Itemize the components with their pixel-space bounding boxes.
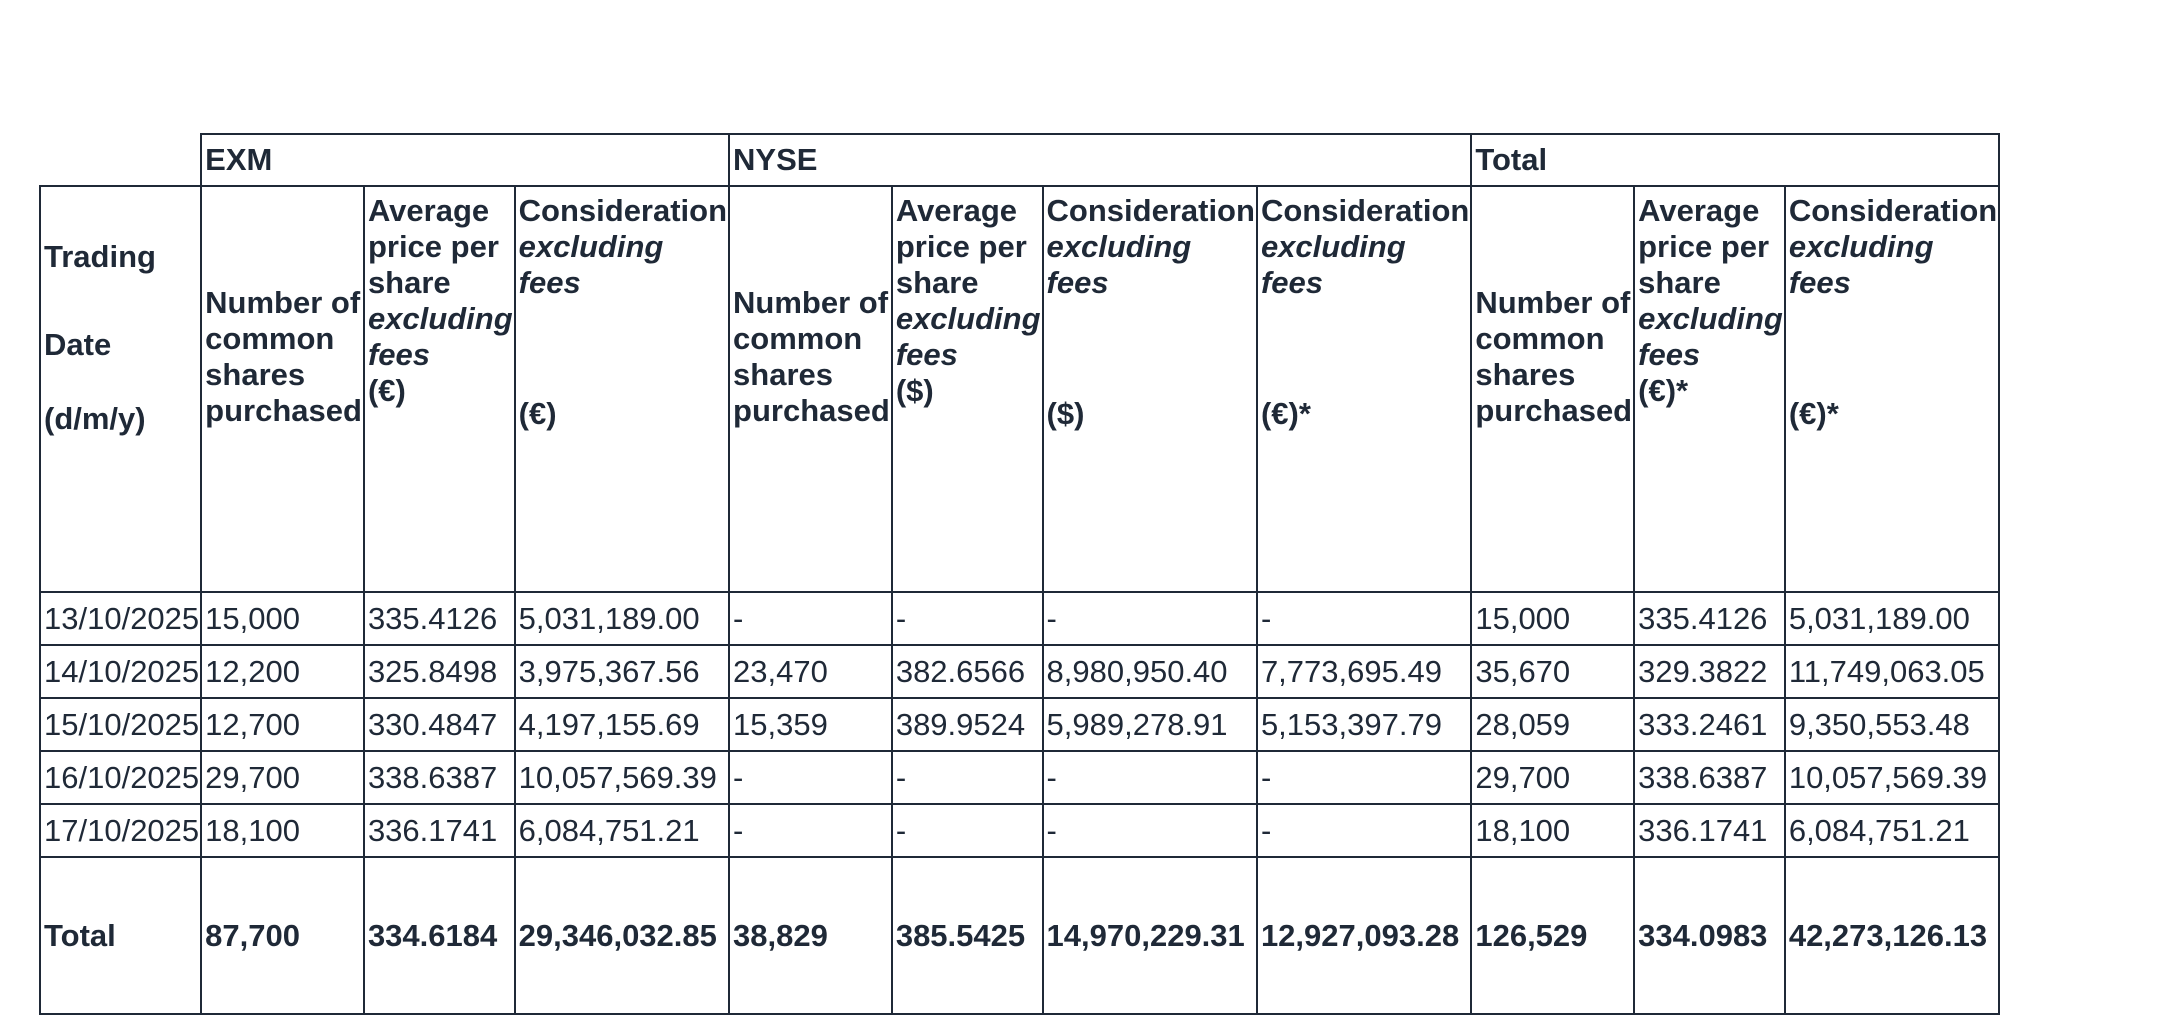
total-nyse-shares: 38,829 [729, 857, 892, 1014]
header-trading: Trading [44, 239, 156, 274]
cell-nyse-consideration-usd: - [1043, 592, 1257, 645]
cell-total-consideration: 5,031,189.00 [1785, 592, 1999, 645]
total-exm-shares: 87,700 [201, 857, 364, 1014]
cell-total-consideration: 9,350,553.48 [1785, 698, 1999, 751]
cell-nyse-shares: - [729, 751, 892, 804]
cell-exm-consideration: 3,975,367.56 [515, 645, 729, 698]
header-exm-shares: Number of common shares purchased [201, 186, 364, 592]
cell-total-avg: 335.4126 [1634, 592, 1785, 645]
cell-nyse-consideration-eur: 7,773,695.49 [1257, 645, 1471, 698]
cell-exm-avg: 335.4126 [364, 592, 515, 645]
table-row [40, 698, 1999, 751]
header-exm-avg: Average price per share excluding fees (€) [364, 186, 515, 592]
total-exm-consideration: 29,346,032.85 [515, 857, 729, 1014]
cell-date: 15/10/2025 [40, 698, 201, 751]
cell-nyse-consideration-usd: 5,989,278.91 [1043, 698, 1257, 751]
exchange-total: Total [1471, 134, 1999, 186]
header-date-format: (d/m/y) [44, 400, 146, 436]
total-nyse-consideration-usd: 14,970,229.31 [1043, 857, 1257, 1014]
table-row [40, 592, 1999, 645]
header-trading-date [40, 186, 201, 592]
cell-total-avg: 333.2461 [1634, 698, 1785, 751]
cell-date: 17/10/2025 [40, 804, 201, 857]
total-total-avg: 334.0983 [1634, 857, 1785, 1014]
cell-exm-consideration: 4,197,155.69 [515, 698, 729, 751]
cell-exm-avg: 325.8498 [364, 645, 515, 698]
cell-nyse-consideration-usd: - [1043, 804, 1257, 857]
cell-total-avg: 329.3822 [1634, 645, 1785, 698]
cell-nyse-consideration-eur: - [1257, 751, 1471, 804]
cell-total-consideration: 11,749,063.05 [1785, 645, 1999, 698]
exchange-header-row [40, 134, 1999, 186]
column-header-row [40, 186, 1999, 592]
cell-nyse-shares: - [729, 592, 892, 645]
header-nyse-consideration-usd: Consideration excluding fees ($) [1043, 186, 1257, 592]
exchange-nyse: NYSE [729, 134, 1471, 186]
cell-exm-avg: 338.6387 [364, 751, 515, 804]
cell-exm-shares: 12,700 [201, 698, 364, 751]
total-nyse-avg: 385.5425 [892, 857, 1043, 1014]
cell-nyse-shares: - [729, 804, 892, 857]
cell-nyse-consideration-eur: - [1257, 804, 1471, 857]
cell-nyse-shares: 23,470 [729, 645, 892, 698]
cell-nyse-consideration-eur: 5,153,397.79 [1257, 698, 1471, 751]
header-nyse-shares: Number of common shares purchased [729, 186, 892, 592]
cell-total-avg: 338.6387 [1634, 751, 1785, 804]
header-nyse-avg: Average price per share excluding fees ($) [892, 186, 1043, 592]
cell-nyse-consideration-usd: 8,980,950.40 [1043, 645, 1257, 698]
total-nyse-consideration-eur: 12,927,093.28 [1257, 857, 1471, 1014]
header-total-shares: Number of common shares purchased [1471, 186, 1634, 592]
header-date: Date [44, 326, 112, 362]
total-exm-avg: 334.6184 [364, 857, 515, 1014]
cell-exm-shares: 18,100 [201, 804, 364, 857]
table-row [40, 751, 1999, 804]
cell-date: 16/10/2025 [40, 751, 201, 804]
cell-exm-consideration: 6,084,751.21 [515, 804, 729, 857]
cell-nyse-consideration-eur: - [1257, 592, 1471, 645]
share-purchases-table [39, 133, 2000, 1015]
cell-nyse-avg: - [892, 751, 1043, 804]
cell-exm-shares: 15,000 [201, 592, 364, 645]
exchange-exm: EXM [201, 134, 729, 186]
total-total-shares: 126,529 [1471, 857, 1634, 1014]
cell-nyse-consideration-usd: - [1043, 751, 1257, 804]
header-total-avg: Average price per share excluding fees (€)* [1634, 186, 1785, 592]
cell-exm-consideration: 5,031,189.00 [515, 592, 729, 645]
cell-nyse-avg: - [892, 592, 1043, 645]
cell-date: 14/10/2025 [40, 645, 201, 698]
cell-total-shares: 28,059 [1471, 698, 1634, 751]
cell-exm-avg: 336.1741 [364, 804, 515, 857]
cell-total-shares: 35,670 [1471, 645, 1634, 698]
cell-exm-consideration: 10,057,569.39 [515, 751, 729, 804]
cell-total-shares: 15,000 [1471, 592, 1634, 645]
header-nyse-consideration-eur: Consideration excluding fees (€)* [1257, 186, 1471, 592]
cell-total-consideration: 6,084,751.21 [1785, 804, 1999, 857]
total-label: Total [40, 857, 201, 1014]
table-row [40, 804, 1999, 857]
cell-total-shares: 18,100 [1471, 804, 1634, 857]
cell-nyse-shares: 15,359 [729, 698, 892, 751]
cell-total-consideration: 10,057,569.39 [1785, 751, 1999, 804]
cell-nyse-avg: 389.9524 [892, 698, 1043, 751]
cell-total-shares: 29,700 [1471, 751, 1634, 804]
header-total-consideration: Consideration excluding fees (€)* [1785, 186, 1999, 592]
cell-nyse-avg: 382.6566 [892, 645, 1043, 698]
header-exm-consideration: Consideration excluding fees (€) [515, 186, 729, 592]
cell-exm-shares: 29,700 [201, 751, 364, 804]
corner-cell [40, 134, 201, 186]
cell-nyse-avg: - [892, 804, 1043, 857]
total-total-consideration: 42,273,126.13 [1785, 857, 1999, 1014]
cell-exm-avg: 330.4847 [364, 698, 515, 751]
cell-exm-shares: 12,200 [201, 645, 364, 698]
cell-date: 13/10/2025 [40, 592, 201, 645]
cell-total-avg: 336.1741 [1634, 804, 1785, 857]
table-row [40, 645, 1999, 698]
total-row [40, 857, 1999, 1014]
